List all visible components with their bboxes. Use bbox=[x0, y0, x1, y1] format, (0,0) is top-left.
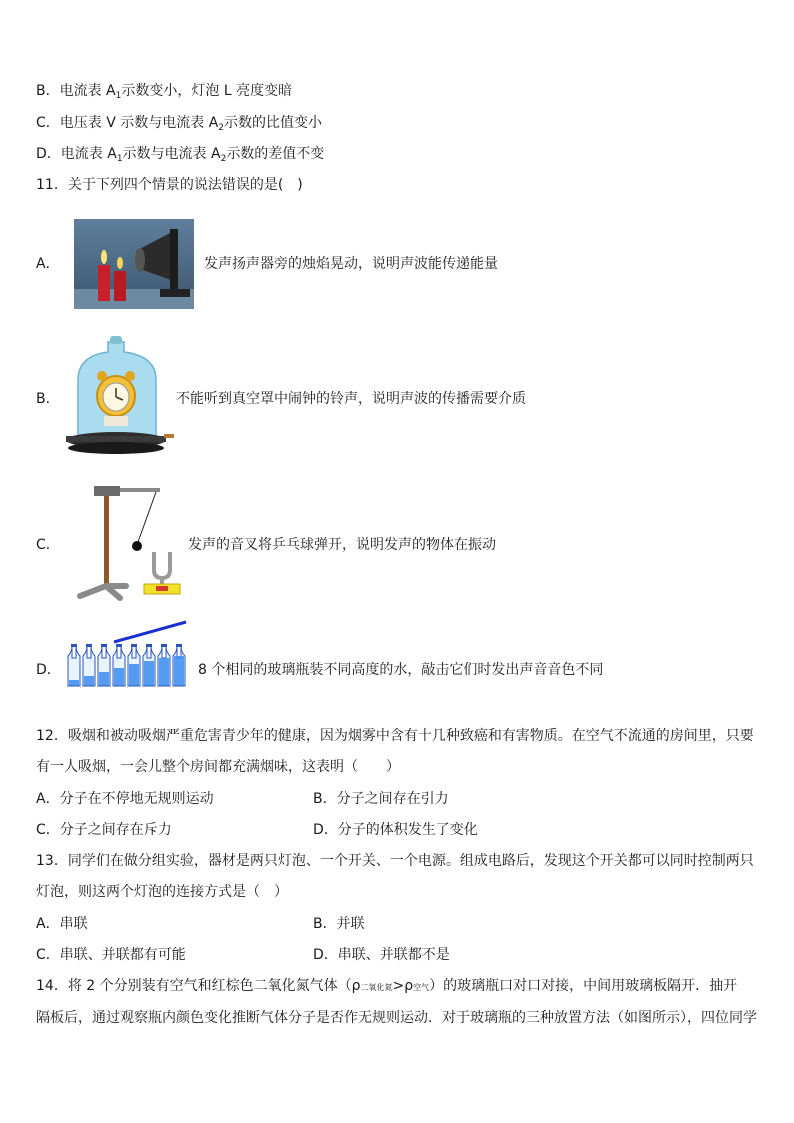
bell-jar-alarm-clock-image bbox=[64, 336, 176, 456]
q11-option-b-text: 不能听到真空罩中闹钟的铃声，说明声波的传播需要介质 bbox=[176, 391, 526, 407]
q12-option-d: D．分子的体积发生了变化 bbox=[313, 822, 478, 838]
q12-stem-line1: 12．吸烟和被动吸烟严重危害青少年的健康，因为烟雾中含有十几种致癌和有害物质。在空气不流通的房间里，只要 bbox=[36, 728, 754, 744]
q10-option-c: C．电压表 V 示数与电流表 $A_2$示数的比值变小 bbox=[36, 115, 323, 133]
glass-bottles-image bbox=[62, 620, 192, 688]
q14-stem-line1: 14．将 2 个分别装有空气和红棕色二氧化氮气体（ρ二氧化氮>ρ空气）的玻璃瓶口对口对接，中间用玻璃板隔开．抽开 bbox=[36, 978, 738, 994]
q13-stem-line1: 13．同学们在做分组实验，器材是两只灯泡、一个开关、一个电源。组成电路后，发现这个开关都可以同时控制两只 bbox=[36, 853, 754, 869]
q11-option-c-text: 发声的音叉将乒乓球弹开，说明发声的物体在振动 bbox=[188, 537, 496, 553]
q10-option-b: B．电流表 $A_1$示数变小，灯泡 L 亮度变暗 bbox=[36, 83, 293, 101]
q12-option-b: B．分子之间存在引力 bbox=[313, 791, 449, 807]
q11-option-a-letter: A． bbox=[36, 256, 60, 272]
q11-option-d-letter: D． bbox=[36, 662, 61, 678]
q13-option-d: D．串联、并联都不是 bbox=[313, 947, 450, 963]
q14-stem-line2: 隔板后，通过观察瓶内颜色变化推断气体分子是否作无规则运动．对于玻璃瓶的三种放置方法（如图所示），四位同学 bbox=[36, 1010, 757, 1026]
q11-option-b-letter: B． bbox=[36, 391, 60, 407]
q12-stem-line2: 有一人吸烟，一会儿整个房间都充满烟味，这表明（ ） bbox=[36, 759, 400, 775]
q11-stem: 11．关于下列四个情景的说法错误的是( ) bbox=[36, 177, 303, 193]
q13-stem-line2: 灯泡，则这两个灯泡的连接方式是（ ） bbox=[36, 884, 288, 900]
tuning-fork-pendulum-image bbox=[70, 482, 188, 602]
q12-option-c: C．分子之间存在斥力 bbox=[36, 822, 172, 838]
q13-option-a: A．串联 bbox=[36, 916, 88, 932]
q11-option-a-text: 发声扬声器旁的烛焰晃动，说明声波能传递能量 bbox=[204, 256, 498, 272]
q11-option-d-text: 8 个相同的玻璃瓶装不同高度的水，敲击它们时发出声音音色不同 bbox=[198, 662, 604, 678]
q13-option-b: B．并联 bbox=[313, 916, 365, 932]
q12-option-a: A．分子在不停地无规则运动 bbox=[36, 791, 214, 807]
q10-option-d: D．电流表 $A_1$示数与电流表 $A_2$示数的差值不变 bbox=[36, 146, 325, 164]
q13-option-c: C．串联、并联都有可能 bbox=[36, 947, 186, 963]
q11-option-c-letter: C． bbox=[36, 537, 60, 553]
candle-speaker-image bbox=[74, 219, 194, 309]
